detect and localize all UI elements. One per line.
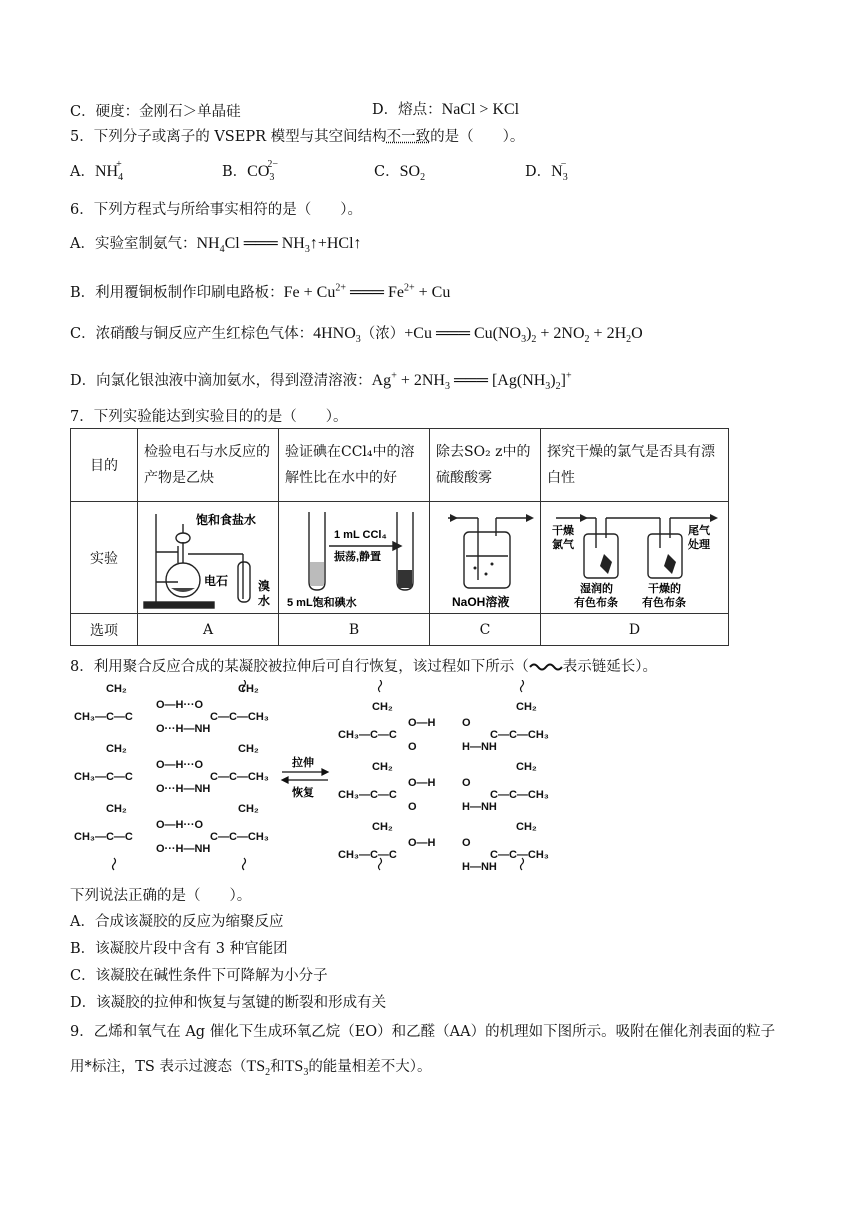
svg-text:CH₃—C—C: CH₃—C—C xyxy=(338,789,397,801)
q5-option-c-label: C． xyxy=(374,164,400,180)
q5-option-b: B．$CO_3^{2-}$ xyxy=(222,158,279,184)
gas-washing-bottle-diagram xyxy=(430,504,540,612)
label-stretch: 拉伸 xyxy=(292,757,314,769)
svg-text:O—H: O—H xyxy=(408,777,436,789)
q8-stem-part: 8．利用聚合反应合成的某凝胶被拉伸后可自行恢复，该过程如下所示（ xyxy=(70,659,529,675)
row-header-option: 选项 xyxy=(71,614,138,646)
q5-stem-part: 5．下列分子或离子的 VSEPR 模型与其空间结构 xyxy=(70,129,387,145)
label-colored-cloth: 有色布条 xyxy=(641,596,686,609)
table-row-experiment xyxy=(71,502,729,614)
q6-option-d: D．向氯化银浊液中滴加氨水，得到澄清溶液：$Ag^+ + 2NH_3$ ═══ $[Ag(NH_3)_2]^+$ xyxy=(70,370,572,393)
svg-text:CH₂: CH₂ xyxy=(372,701,393,713)
q9-line-2-part: 用*标注，TS 表示过渡态（ xyxy=(70,1059,247,1075)
apparatus-b xyxy=(279,502,430,614)
svg-text:O—H: O—H xyxy=(408,717,436,729)
q8-option-c: C．该凝胶在碱性条件下可降解为小分子 xyxy=(70,968,328,984)
svg-text:H—NH: H—NH xyxy=(462,801,497,813)
q6-option-d-label: D．向氯化银浊液中滴加氨水，得到澄清溶液： xyxy=(70,373,372,389)
label-wet: 湿润的 xyxy=(579,582,613,595)
q6-option-c-label: C．浓硝酸与铜反应产生红棕色气体： xyxy=(70,326,314,342)
q8-sub-stem: 下列说法正确的是（ ）。 xyxy=(70,888,252,904)
apparatus-d xyxy=(541,502,729,614)
svg-text:H—NH: H—NH xyxy=(462,861,497,873)
svg-text:CH₃—C—C: CH₃—C—C xyxy=(338,849,397,861)
label-iodine-water: 5 mL饱和碘水 xyxy=(287,596,357,609)
q6-option-a: A．实验室制氨气：$NH_4Cl$ ═══ $NH_3↑+HCl↑$ xyxy=(70,235,362,256)
svg-text:C—C—CH₃: C—C—CH₃ xyxy=(490,729,549,741)
wavy-line-icon xyxy=(529,662,563,672)
row-header-experiment: 实验 xyxy=(71,502,138,614)
label-naoh-solution: NaOH溶液 xyxy=(452,594,510,609)
label-water: 水 xyxy=(258,593,271,608)
q8-option-a: A．合成该凝胶的反应为缩聚反应 xyxy=(70,914,284,930)
q7-experiment-table xyxy=(70,428,729,646)
option-b: B xyxy=(279,614,430,646)
q6-option-b-label: B．利用覆铜板制作印刷电路板： xyxy=(70,285,284,301)
label-ccl4-volume: 1 mL CCl₄ xyxy=(334,528,387,541)
gel-structure-diagram xyxy=(70,680,590,876)
q7-stem: 7．下列实验能达到实验目的的是（ ）。 xyxy=(70,409,348,425)
q5-stem xyxy=(70,125,524,146)
label-shake-stand: 振荡,静置 xyxy=(334,550,382,563)
table-row-option xyxy=(71,614,729,646)
q5-option-a: A．$NH_4^+$ xyxy=(70,158,124,184)
svg-text:CH₂: CH₂ xyxy=(372,761,393,773)
svg-text:O: O xyxy=(462,777,471,789)
purpose-a: 检验电石与水反应的产物是乙炔 xyxy=(138,429,279,502)
q4-option-d xyxy=(372,98,519,119)
q8-stem xyxy=(70,655,657,676)
q6-option-b: B．利用覆铜板制作印刷电路板：$Fe + Cu^{2+}$ ═══ $Fe^{2+} + Cu$ xyxy=(70,282,451,301)
svg-text:O: O xyxy=(462,837,471,849)
q6-option-c-conc: （浓） xyxy=(360,326,405,342)
q4-option-d-formula: NaCl > KCl xyxy=(441,101,520,118)
q5-option-b-label: B． xyxy=(222,164,248,180)
q9-line-2-part: 和 xyxy=(270,1059,285,1075)
svg-text:CH₂: CH₂ xyxy=(516,821,537,833)
label-bromine: 溴 xyxy=(258,578,271,593)
purpose-d: 探究干燥的氯气是否具有漂白性 xyxy=(541,429,729,502)
q5-stem-emphasis: 不一致 xyxy=(386,129,431,145)
svg-text:CH₃—C—C: CH₃—C—C xyxy=(338,729,397,741)
q6-option-a-label: A．实验室制氨气： xyxy=(70,236,197,252)
label-tail-gas: 尾气 xyxy=(687,524,710,537)
q5-stem-part: 的是（ ）。 xyxy=(430,129,525,145)
label-colored-cloth: 有色布条 xyxy=(573,596,618,609)
q9-line-2: 用*标注，TS 表示过渡态（$TS_2$和$TS_3$的能量相差不大）。 xyxy=(70,1058,432,1079)
svg-text:CH₂: CH₂ xyxy=(516,761,537,773)
q8-stem-part: 表示链延长）。 xyxy=(562,659,657,675)
q9-line-2-part: 的能量相差不大）。 xyxy=(308,1059,432,1075)
apparatus-c xyxy=(430,502,541,614)
q8-option-d: D．该凝胶的拉伸和恢复与氢键的断裂和形成有关 xyxy=(70,995,387,1011)
iodine-extraction-diagram xyxy=(279,504,429,612)
acetylene-apparatus-diagram xyxy=(138,504,278,612)
svg-text:CH₂: CH₂ xyxy=(516,701,537,713)
svg-text:C—C—CH₃: C—C—CH₃ xyxy=(490,849,549,861)
svg-text:O: O xyxy=(462,717,471,729)
option-a: A xyxy=(138,614,279,646)
option-d: D xyxy=(541,614,729,646)
option-c: C xyxy=(430,614,541,646)
q9-line-1: 9．乙烯和氧气在 Ag 催化下生成环氧乙烷（EO）和乙醛（AA）的机理如下图所示。吸附在催化剂表面的粒子 xyxy=(70,1024,776,1040)
label-dry: 干燥 xyxy=(551,524,574,537)
label-saturated-brine: 饱和食盐水 xyxy=(196,512,257,527)
chlorine-bleaching-diagram xyxy=(550,504,720,612)
svg-text:CH₂: CH₂ xyxy=(372,821,393,833)
svg-text:O: O xyxy=(408,741,417,753)
q6-option-c: C．浓硝酸与铜反应产生红棕色气体：$4HNO_3$（浓）+Cu ═══ $Cu(NO_3)_2 + 2NO_2 + 2H_2O$ xyxy=(70,325,643,346)
label-treatment: 处理 xyxy=(687,538,710,551)
purpose-c: 除去SO₂ z中的硫酸酸雾 xyxy=(430,429,541,502)
label-calcium-carbide: 电石 xyxy=(204,573,229,588)
q5-option-a-label: A． xyxy=(70,164,95,180)
q5-option-c: C．$SO_2$ xyxy=(374,163,426,184)
svg-text:C—C—CH₃: C—C—CH₃ xyxy=(490,789,549,801)
svg-text:O—H: O—H xyxy=(408,837,436,849)
q5-option-d-label: D． xyxy=(525,164,552,180)
q4-option-c: C．硬度：金刚石＞单晶硅 xyxy=(70,104,241,120)
table-row-purpose xyxy=(71,429,729,502)
q6-stem: 6．下列方程式与所给事实相符的是（ ）。 xyxy=(70,202,362,218)
q5-option-d: D．$N_3^-$ xyxy=(525,158,568,184)
purpose-b: 验证碘在CCl₄中的溶解性比在水中的好 xyxy=(279,429,430,502)
label-dry-cloth: 干燥的 xyxy=(647,582,681,595)
label-chlorine: 氯气 xyxy=(551,538,574,551)
q4-option-d-label: D．熔点： xyxy=(372,102,442,118)
svg-text:O: O xyxy=(408,801,417,813)
svg-text:H—NH: H—NH xyxy=(462,741,497,753)
label-recover: 恢复 xyxy=(292,787,314,799)
q8-option-b: B．该凝胶片段中含有 3 种官能团 xyxy=(70,941,288,957)
row-header-purpose: 目的 xyxy=(71,429,138,502)
apparatus-a xyxy=(138,502,279,614)
